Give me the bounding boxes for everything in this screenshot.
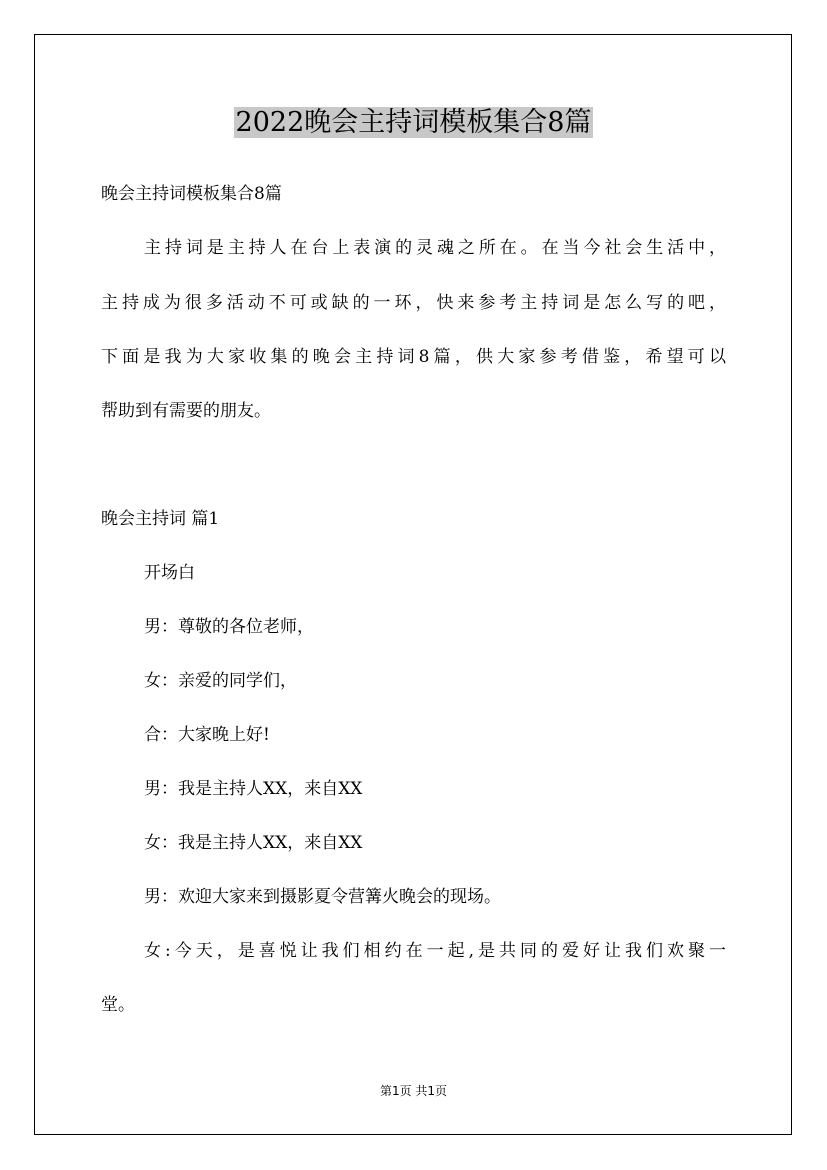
intro-line-1: 主持词是主持人在台上表演的灵魂之所在。在当今社会生活中， [144,238,726,258]
page-footer: 第1页 共1页 [379,1084,448,1098]
section-line-9: 堂。 [101,995,135,1015]
document-title [0,103,827,143]
section-line-7: 男：欢迎大家来到摄影夏令营篝火晚会的现场。 [144,887,501,907]
section-line-3: 女：亲爱的同学们， [144,671,297,691]
intro-line-4: 帮助到有需要的朋友。 [101,401,271,421]
section-line-6: 女：我是主持人XX，来自XX [144,833,363,853]
intro-line-2: 主持成为很多活动不可或缺的一环，快来参考主持词是怎么写的吧， [101,293,726,313]
section-line-5: 男：我是主持人XX，来自XX [144,779,363,799]
section-line-2: 男：尊敬的各位老师， [144,617,314,637]
section-line-8: 女:今天，是喜悦让我们相约在一起,是共同的爱好让我们欢聚一 [144,941,726,961]
subtitle: 晚会主持词模板集合8篇 [101,184,282,204]
section-heading: 晚会主持词 篇1 [101,509,220,529]
document-title-text: 2022晚会主持词模板集合8篇 [235,107,592,138]
section-line-1: 开场白 [144,563,195,583]
section-line-4: 合：大家晚上好! [144,725,270,745]
intro-line-3: 下面是我为大家收集的晚会主持词8篇，供大家参考借鉴，希望可以 [101,347,726,367]
